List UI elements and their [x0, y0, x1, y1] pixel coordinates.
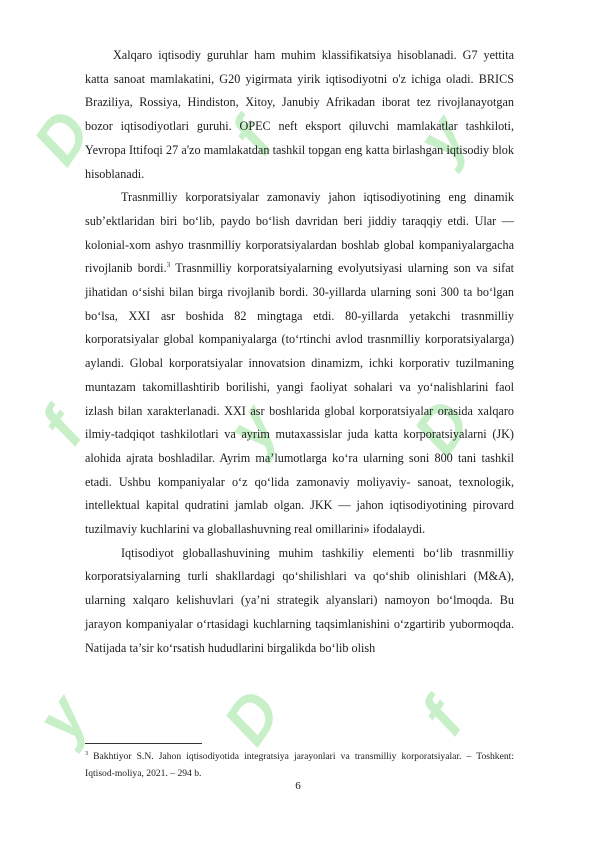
body-text [85, 44, 514, 660]
watermark-glyph: f [406, 688, 478, 747]
paragraph-2-rest: Trasnmilliy korporatsiyalarning evolyutsiyasi ularning son va sifat jihatidan o‘sishi bilan birga rivojlanib bordi. 30-yillarda ularning soni 300 ta bo‘lgan bo‘lsa, XXI asr boshida 82 mingtaga etdi. 80-yillarda yetakchi trasnmilliy korporatsiyalar global kompaniyalarga (to‘rtinchi avlod trasnmilliy korporatsiyalarga) aylandi. Global korporatsiyalar innovatsion dinamizm, ichki korporativ tuzilmaning muntazam takomillashtirib borilishi, yangi faoliyat sohalari va yo‘nalishlarini faol izlash bilan xarakterlanadi. XXI asr boshlarida global korporatsiyalar orasida xalqaro ilmiy-tadqiqot tashkilotlari va ayrim mutaxassislar juda katta korporatsiyalarni (JK) alohida ajrata boshladilar. Ayrim ma’lumotlarga ko‘ra ularning soni 800 tani tashkil etadi. Ushbu kompaniyalar o‘z qo‘lida zamonaviy moliyaviy- sanoat, texnologik, intellektual kapital qudratini jamlab olgan. JKK — jahon iqtisodiyotining pirovard tuzilmaviy kuchlarini va globallashuvning real omillarini» ifodalaydi. [85, 261, 514, 537]
paragraph-3: Iqtisodiyot globallashuvining muhim tashkiliy elementi bo‘lib trasnmilliy korporatsiyalarning turli shakllardagi qo‘shilishlari va qo‘shib olinishlari (M&A), ularning xalqaro kelishuvlari (ya’ni strategik alyanslari) namoyon bo‘lmoqda. Bu jarayon kompaniyalar o‘rtasidagi kuchlarning taqsimlanishini o‘zgartirib yubormoqda. Natijada ta’sir ko‘rsatish hududlarini birgalikda bo‘lib olish [85, 545, 514, 655]
paragraph-1: Xalqaro iqtisodiy guruhlar ham muhim klassifikatsiya hisoblanadi. G7 yettita katta sanoat mamlakatini, G20 yigirmata yirik iqtisodiyotni o'z ichiga oladi. BRICS Braziliya, Rossiya, Hindiston, Xitoy, Janubiy Afrikadan iborat tez rivojlanayotgan bozor iqtisodiyotlari guruhi. OPEC neft eksport qiluvchi mamlakatlar tashkiloti, Yevropa Ittifoqi 27 a'zo mamlakatdan tashkil topgan eng katta birlashgan iqtisodiy blok hisoblanadi. [85, 48, 514, 181]
watermark-glyph: D [19, 97, 105, 177]
footnote-separator [85, 743, 202, 744]
watermark-glyph: y [212, 392, 292, 463]
paragraph-2 [85, 186, 514, 542]
watermark-glyph: y [22, 682, 102, 753]
watermark-glyph: D [399, 387, 485, 467]
watermark-glyph: y [402, 102, 482, 173]
paragraph-2-start: Trasnmilliy korporatsiyalar zamonaviy jahon iqtisodiyotining eng dinamik sub’ektlaridan biri bo‘lib, paydo bo‘lish davridan beri jiddiy taraqqiy etdi. Ular — kolonial-xom ashyo trasnmilliy korporatsiyalardan boshlab global kompaniyalargacha rivojlanib bordi. [85, 190, 514, 276]
watermark-glyph: f [216, 108, 288, 167]
footnote-reference[interactable]: 3 [166, 261, 171, 270]
footnote [85, 748, 514, 782]
footnote-marker: 3 [85, 751, 88, 757]
watermark-glyph: f [26, 398, 98, 457]
footnote-text: Bakhtiyor S.N. Jahon iqtisodiyotida integratsiya jarayonlari va transmilliy korporatsiyalar. – Toshkent: Iqtisod-moliya, 2021. – 294 b. [85, 751, 514, 779]
watermark-glyph: D [209, 677, 295, 757]
page-number: 6 [295, 780, 301, 792]
